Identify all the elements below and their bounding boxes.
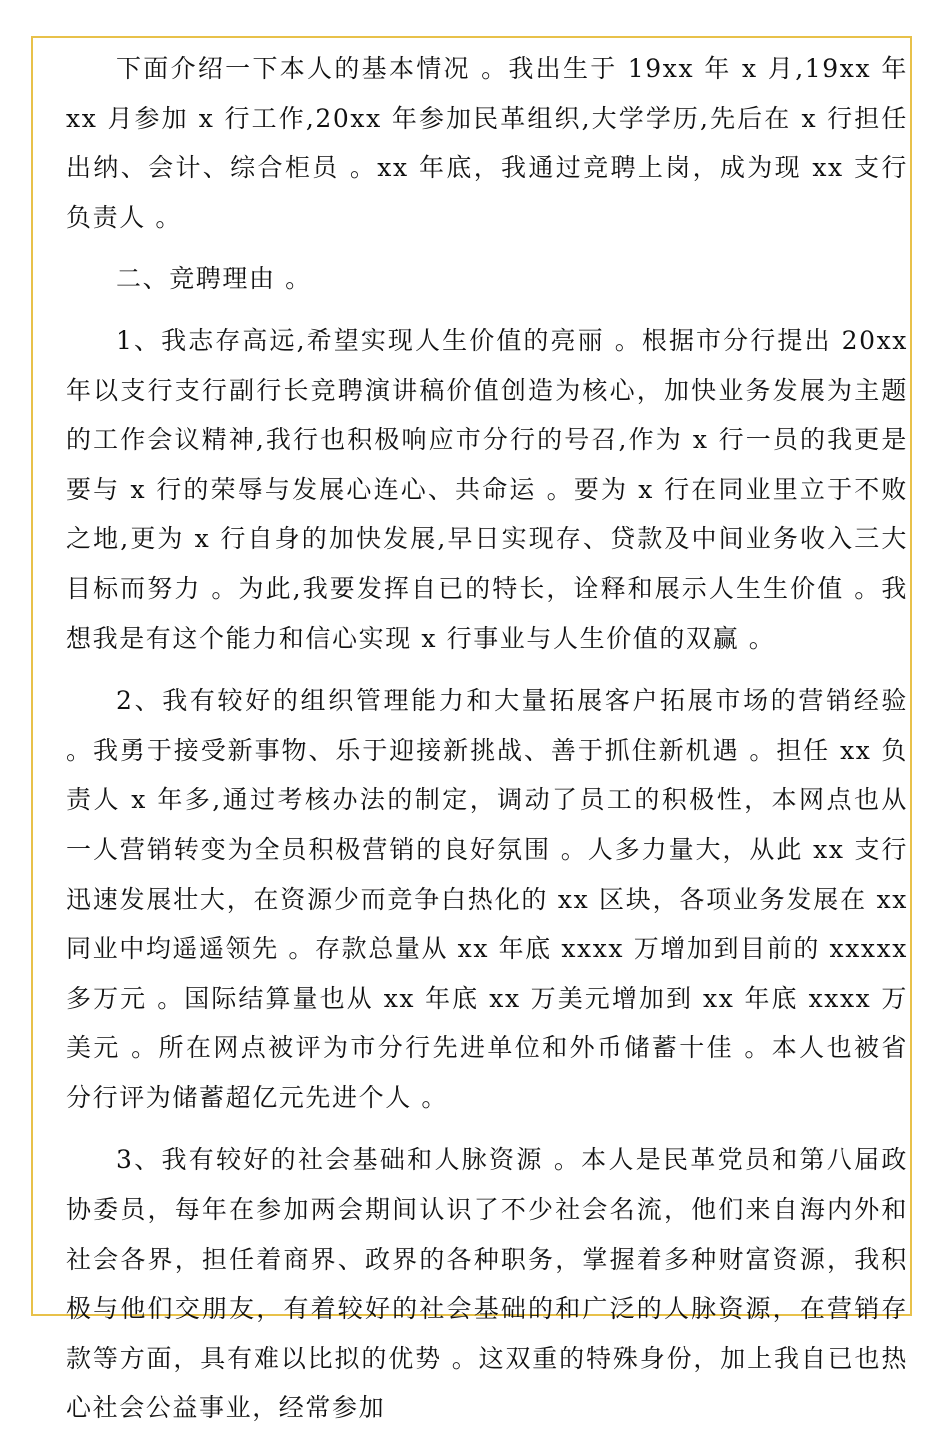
paragraph-reason-3: 3、我有较好的社会基础和人脉资源 。本人是民革党员和第八届政协委员，每年在参加两会期间认识了不少社会名流，他们来自海内外和社会各界，担任着商界、政界的各种职务，掌握着多种财富资源，我积极与他们交朋友，有着较好的社会基础的和广泛的人脉资源，在营销存款等方面，具有难以比拟的优势 。这双重的特殊身份，加上我自已也热心社会公益事业，经常参加	[66, 1145, 908, 1423]
paragraph-reason-1: 1、我志存高远,希望实现人生价值的亮丽 。根据市分行提出 20xx 年以支行支行副行长竞聘演讲稿价值创造为核心，加快业务发展为主题的工作会议精神,我行也积极响应市分行的号召,作为 x 行一员的我更是要与 x 行的荣辱与发展心连心、共命运 。要为 x 行在同业里立于不败之地,更为 x 行自身的加快发展,早日实现存、贷款及中间业务收入三大目标而努力 。为此,我要发挥自已的特长，诠释和展示人生生价值 。我想我是有这个能力和信心实现 x 行事业与人生价值的双赢 。	[66, 325, 908, 653]
paragraph-basic-info: 下面介绍一下本人的基本情况 。我出生于 19xx 年 x 月,19xx 年 xx 月参加 x 行工作,20xx 年参加民革组织,大学学历,先后在 x 行担任出纳、会计、综合柜员 。xx 年底，我通过竞聘上岗，成为现 xx 支行负责人 。	[66, 54, 908, 232]
document-body	[66, 44, 908, 1433]
section-heading-reasons: 二、竞聘理由 。	[116, 264, 312, 294]
paragraph-reason-2: 2、我有较好的组织管理能力和大量拓展客户拓展市场的营销经验 。我勇于接受新事物、乐于迎接新挑战、善于抓住新机遇 。担任 xx 负责人 x 年多,通过考核办法的制定，调动了员工的积极性，本网点也从一人营销转变为全员积极营销的良好氛围 。人多力量大，从此 xx 支行迅速发展壮大，在资源少而竞争白热化的 xx 区块，各项业务发展在 xx 同业中均遥遥领先 。存款总量从 xx 年底 xxxx 万增加到目前的 xxxxx 多万元 。国际结算量也从 xx 年底 xx 万美元增加到 xx 年底 xxxx 万美元 。所在网点被评为市分行先进单位和外币储蓄十佳 。本人也被省分行评为储蓄超亿元先进个人 。	[66, 686, 908, 1112]
